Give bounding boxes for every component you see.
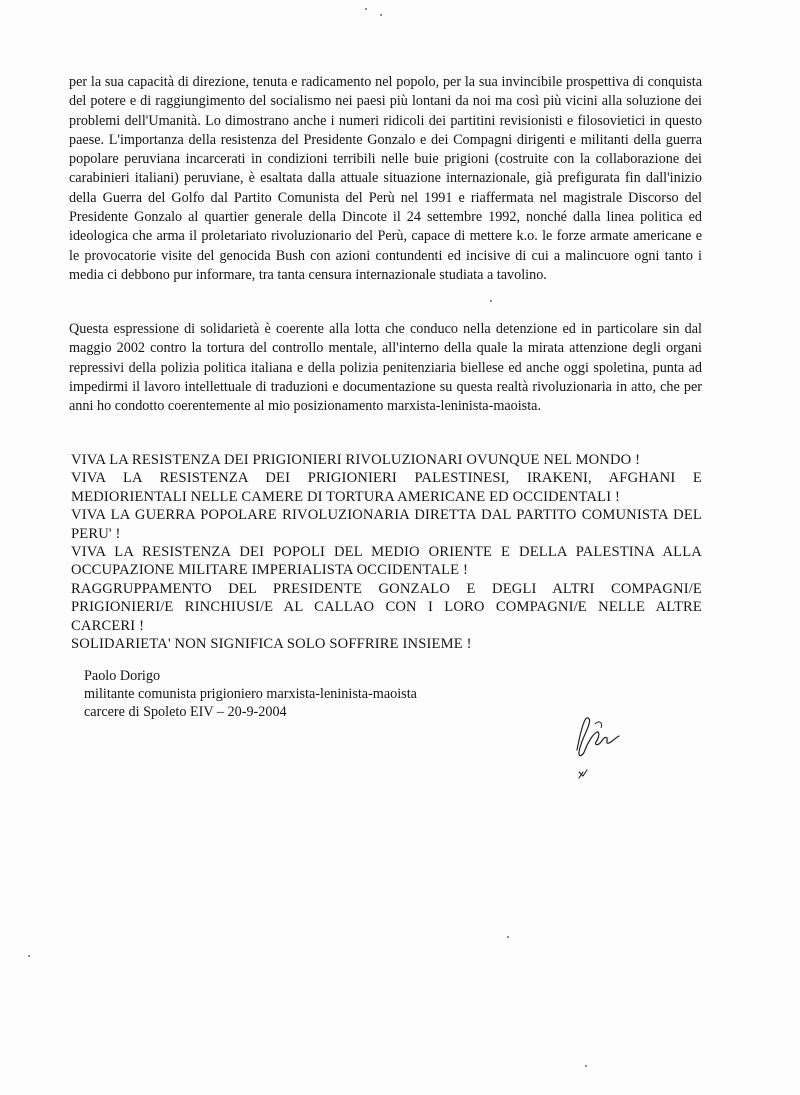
slogan-2: VIVA LA RESISTENZA DEI PRIGIONIERI PALESTINESI, IRAKENI, AFGHANI E MEDIORIENTALI NELLE CAMERE DI TORTURA AMERICANE ED OCCIDENTALI ! [71,470,702,505]
signer-name: Paolo Dorigo [84,668,161,684]
slogan-1: VIVA LA RESISTENZA DEI PRIGIONIERI RIVOLUZIONARI OVUNQUE NEL MONDO ! [71,452,641,468]
slogan-3: VIVA LA GUERRA POPOLARE RIVOLUZIONARIA DIRETTA DAL PARTITO COMUNISTA DEL PERU' ! [71,507,702,542]
scan-speck [507,936,509,938]
slogan-6: SOLIDARIETA' NON SIGNIFICA SOLO SOFFRIRE INSIEME ! [71,636,472,653]
paragraph-1: per la sua capacità di direzione, tenuta e radicamento nel popolo, per la sua invincibile prospettiva di conquista del potere e di raggiungimento del socialismo nei paesi più lontani da noi ma così più vicini alla soluzione dei problemi dell'Umanità. Lo dimostrano anche i numeri ridicoli dei partitini revisionisti e filosovietici in questo paese. L'importanza della resistenza del Presidente Gonzalo e dei Compagni dirigenti e militanti della guerra popolare peruviana incarcerati in condizioni terribili nelle buie prigioni (costruite con la collaborazione dei carabinieri italiani) peruviane, è esaltata dalla attuale situazione internazionale, già prefigurata fin dall'inizio della Guerra del Golfo dal Partito Comunista del Perù nel 1991 e riaffermata nel magistrale Discorso del Presidente Gonzalo al quartier generale della Dincote il 24 settembre 1992, nonché dalla linea politica ed ideologica che arma il proletariato rivoluzionario del Perù, capace di mettere k.o. le forze armate americane e le provocatorie visite del genocida Bush con azioni contundenti ed incisive di cui a malincuore ogni tanto i media ci debbono pur informare, tra tanta censura internazionale studiata a tavolino. [69,74,702,283]
paragraph-2: Questa espressione di solidarietà è coerente alla lotta che conduco nella detenzione ed in particolare sin dal maggio 2002 contro la tortura del controllo mentale, all'interno della quale la mirata attenzione degli organi repressivi della polizia politica italiana e della polizia penitenziaria biellese ed anche oggi spoletina, punta ad impedirmi il lavoro intellettuale di traduzioni e documentazione su questa realtà rivoluzionaria in atto, che per anni ho condotto coerentemente al mio posizionamento marxista-leninista-maoista. [69,321,702,415]
slogan-5: RAGGRUPPAMENTO DEL PRESIDENTE GONZALO E DEGLI ALTRI COMPAGNI/E PRIGIONIERI/E RINCHIUSI/E AL CALLAO CON I LORO COMPAGNI/E NELLE ALTRE CARCERI ! [71,580,702,634]
scan-speck [490,300,492,302]
handwritten-signature-icon [565,710,635,790]
slogan-4: VIVA LA RESISTENZA DEI POPOLI DEL MEDIO ORIENTE E DELLA PALESTINA ALLA OCCUPAZIONE MILITARE IMPERIALISTA OCCIDENTALE ! [71,544,702,579]
signer-place-date: carcere di Spoleto EIV – 20-9-2004 [84,704,287,720]
scan-speck [380,14,382,16]
scan-speck [28,955,30,957]
scan-speck [365,8,367,10]
scan-speck [585,1065,587,1067]
slogans-block [71,451,702,653]
signature-block [84,667,417,721]
signer-role: militante comunista prigioniero marxista-leninista-maoista [84,686,417,702]
